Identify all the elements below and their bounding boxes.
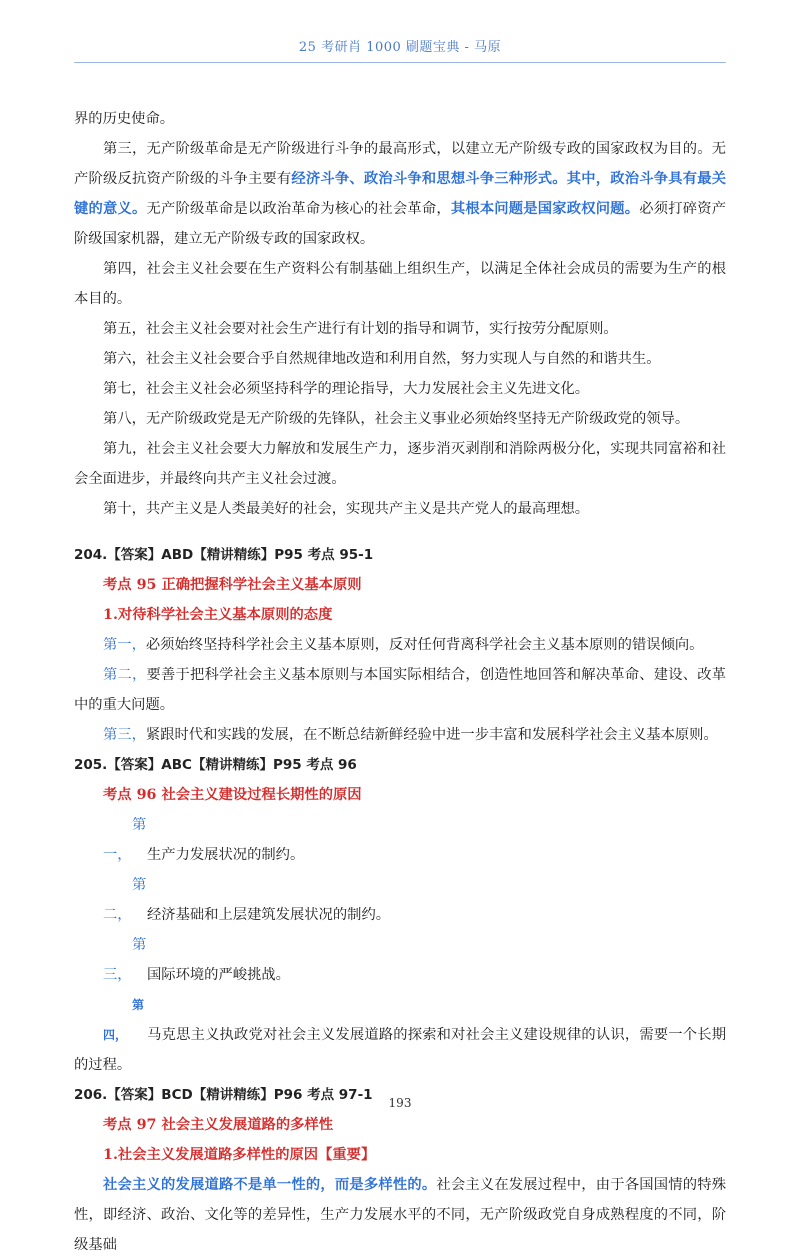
item-text: 紧跟时代和实践的发展，在不断总结新鲜经验中进一步丰富和发展科学社会主义基本原则。 [145,727,718,743]
paragraph: 第七，社会主义社会必须坚持科学的理论指导，大力发展社会主义先进文化。 [103,381,590,397]
paragraph: 第八，无产阶级政党是无产阶级的先锋队，社会主义事业必须始终坚持无产阶级政党的领导。 [103,411,690,427]
paragraph: 第十，共产主义是人类最美好的社会，实现共产主义是共产党人的最高理想。 [103,501,590,517]
page-body [74,104,726,1260]
item-text: 生产力发展状况的制约。 [147,847,305,863]
subheading: 1.社会主义发展道路多样性的原因【重要】 [103,1147,376,1163]
item-text: 国际环境的严峻挑战。 [147,967,290,983]
page-number: 193 [388,1096,412,1110]
paragraph: 界的历史使命。 [74,111,175,127]
paragraph-text: 社会主义在发展过程中，由于各国国情的特殊性，即经济、政治、文化等的差异性，生产力发展水平的不同，无产阶级政党自身成熟程度的不同，阶级基础 [74,1177,727,1253]
paragraph-text: 无产阶级革命是以政治革命为核心的社会革命， [146,201,451,217]
item-label: 第四， [103,998,145,1042]
item-text: 必须始终坚持科学社会主义基本原则，反对任何背离科学社会主义基本原则的错误倾向。 [145,637,704,653]
item-text: 马克思主义执政党对社会主义发展道路的探索和对社会主义建设规律的认识，需要一个长期的过程。 [74,1027,726,1073]
exam-point-97: 考点 97 社会主义发展道路的多样性 [103,1117,334,1133]
item-label: 第三， [103,727,146,743]
item-label: 第一， [103,637,146,653]
highlight-text: 其根本问题是国家政权问题。 [450,201,640,217]
list-item [74,990,726,1080]
paragraph-text: 必须打碎资产阶级国家机器，建立无产阶级专政的国家政权。 [74,201,727,247]
exam-point-95: 考点 95 正确把握科学社会主义基本原则 [103,577,362,593]
highlight-text: 经济斗争、政治斗争和思想斗争三种形式。其中，政治斗争具有最关键的意义。 [74,171,727,217]
answer-line-206: 206.【答案】BCD【精讲精练】P96 考点 97-1 [74,1087,373,1103]
list-item [74,930,726,990]
list-item [74,630,726,660]
answer-line-204: 204.【答案】ABD【精讲精练】P95 考点 95-1 [74,547,374,563]
paragraph: 第五，社会主义社会要对社会生产进行有计划的指导和调节，实行按劳分配原则。 [103,321,618,337]
section-gap [74,524,726,540]
item-label: 第二， [103,667,147,683]
paragraph: 第九，社会主义社会要大力解放和发展生产力，逐步消灭剥削和消除两极分化，实现共同富裕和社会全面进步，并最终向共产主义社会过渡。 [74,441,726,487]
answer-line-205: 205.【答案】ABC【精讲精练】P95 考点 96 [74,757,357,773]
list-item [74,870,726,930]
item-label: 第三， [103,937,147,983]
paragraph [74,134,726,254]
subheading: 1.对待科学社会主义基本原则的态度 [103,607,333,623]
list-item [74,660,726,720]
item-text: 经济基础和上层建筑发展状况的制约。 [147,907,391,923]
list-item [74,720,726,750]
paragraph: 第六，社会主义社会要合乎自然规律地改造和利用自然，努力实现人与自然的和谐共生。 [103,351,661,367]
paragraph [74,1170,726,1260]
highlight-text: 社会主义的发展道路不是单一性的，而是多样性的。 [103,1177,437,1193]
item-label: 第二， [103,877,147,923]
running-header: 25 考研肖 1000 刷题宝典 - 马原 [298,40,502,55]
paragraph-text: 第三，无产阶级革命是无产阶级进行斗争的最高形式，以建立无产阶级专政的国家政权为目的。无产阶级反抗资产阶级的斗争主要有 [74,141,726,187]
paragraph: 第四，社会主义社会要在生产资料公有制基础上组织生产，以满足全体社会成员的需要为生产的根本目的。 [74,261,726,307]
item-text: 要善于把科学社会主义基本原则与本国实际相结合，创造性地回答和解决革命、建设、改革中的重大问题。 [74,667,727,713]
list-item [74,810,726,870]
exam-point-96: 考点 96 社会主义建设过程长期性的原因 [103,787,362,803]
header-divider [74,62,726,63]
item-label: 第一， [103,817,147,863]
